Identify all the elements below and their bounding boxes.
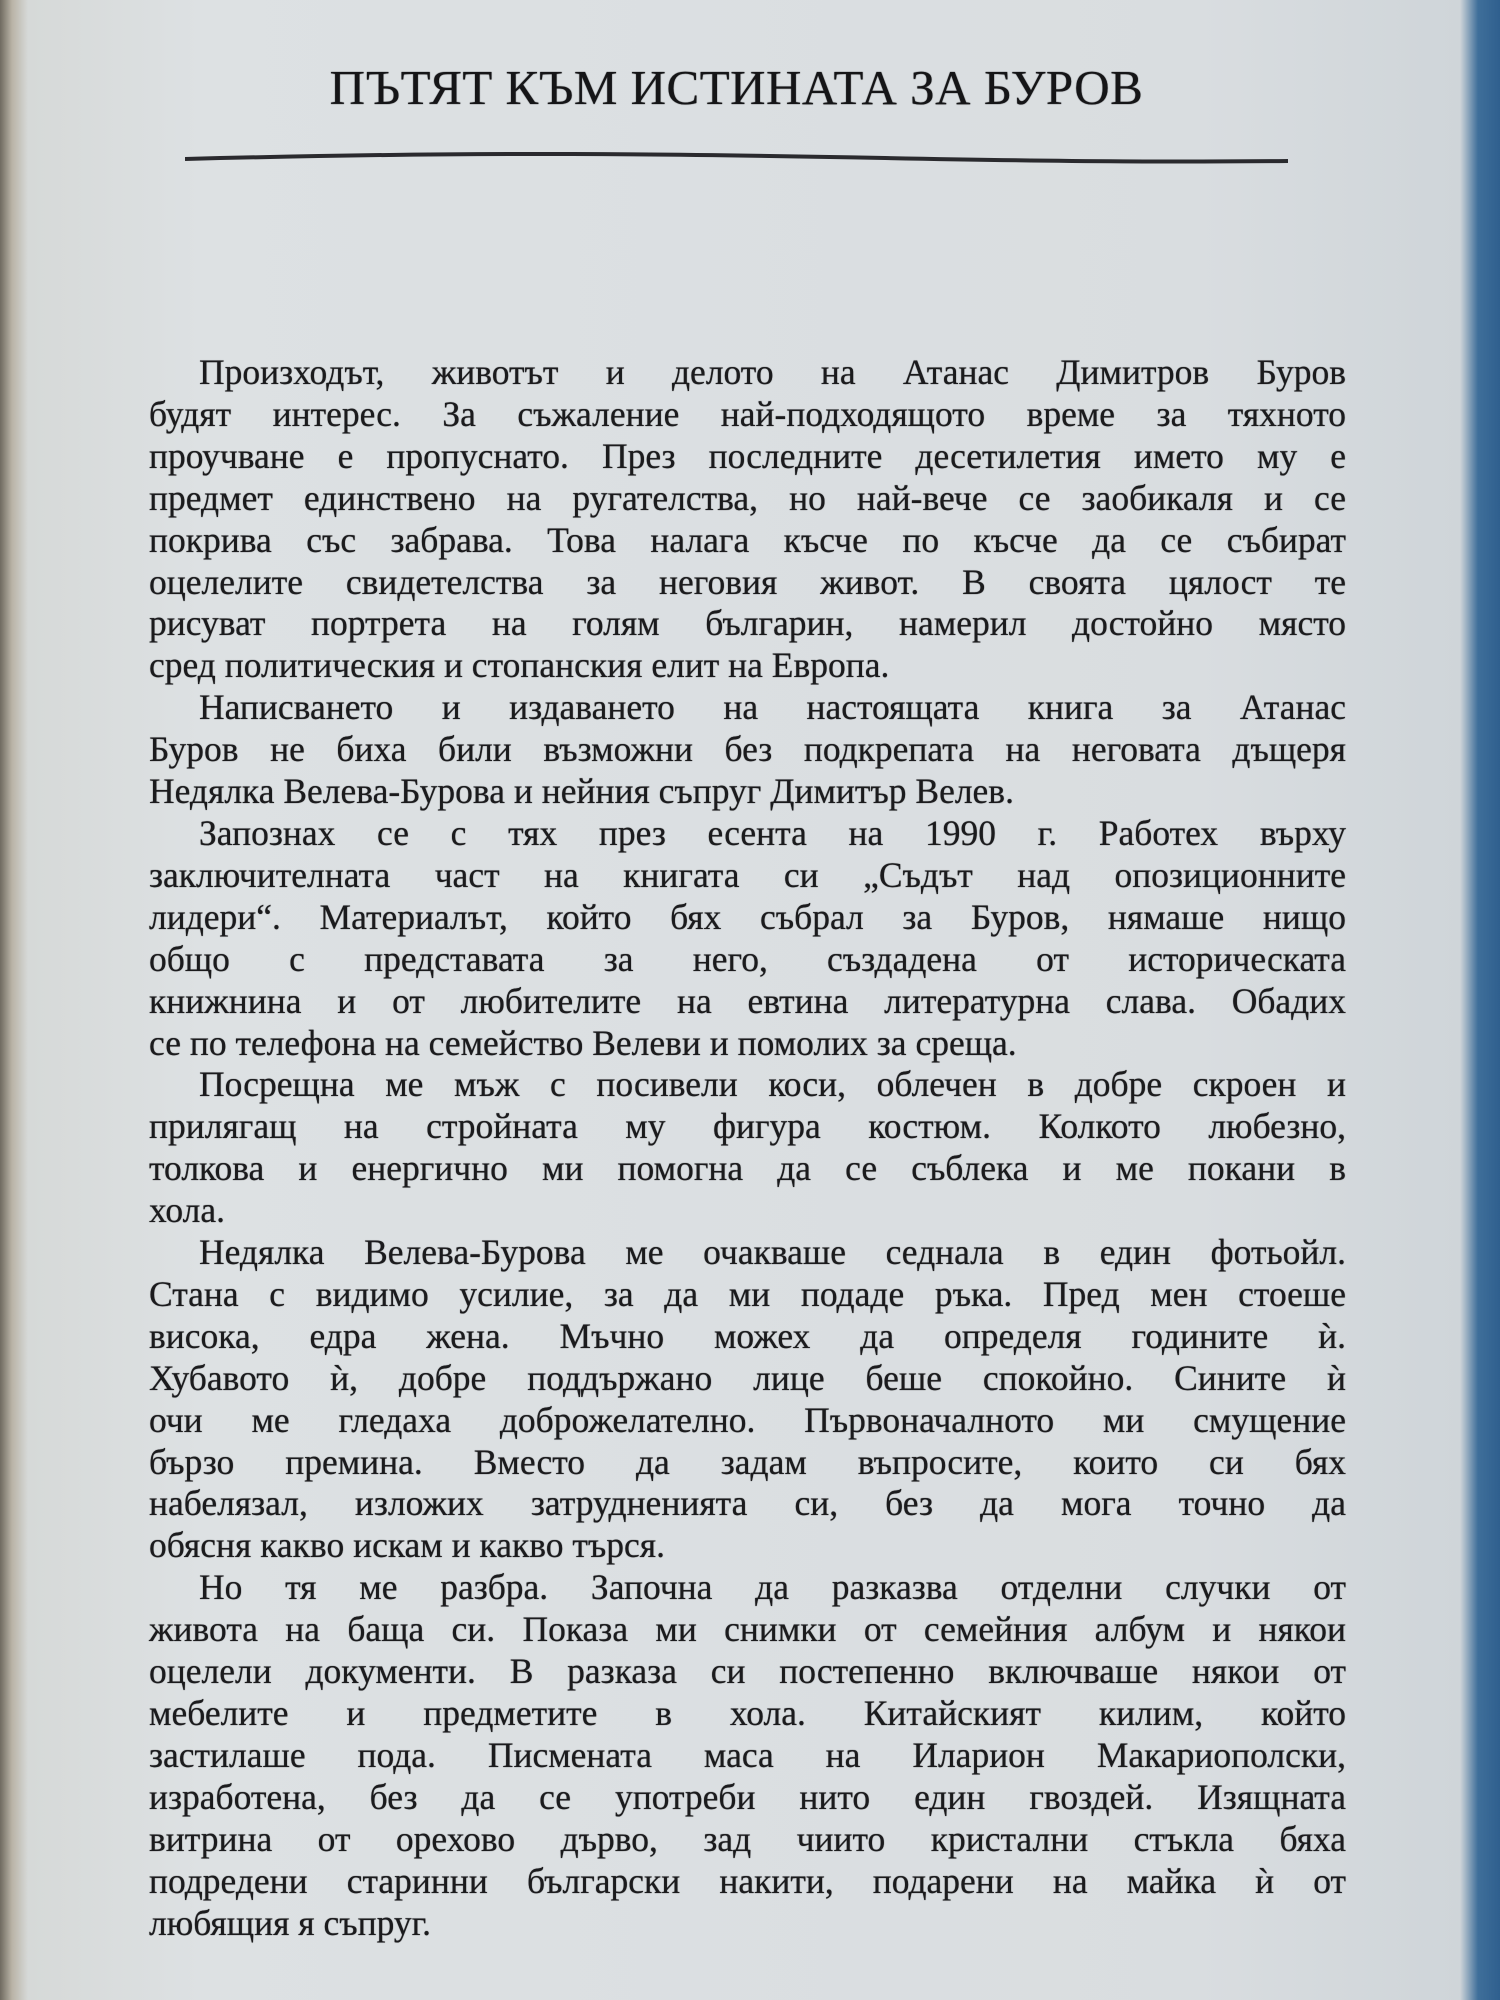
- text-line: заключителната част на книгата си „Съдът над опозиционните: [149, 854, 1346, 895]
- paragraph: [149, 352, 1346, 687]
- text-line: книжнина и от любителите на евтина литературна слава. Обадих: [149, 980, 1346, 1021]
- text-line: оцелели документи. В разказа си постепенно включваше някои от: [149, 1651, 1346, 1692]
- text-line: бързо премина. Вместо да задам въпросите, които си бях: [149, 1441, 1346, 1482]
- text-line: очи ме гледаха доброжелателно. Първоначалното ми смущение: [149, 1399, 1346, 1440]
- text-line: покрива със забрава. Това налага късче по късче да се събират: [149, 519, 1346, 560]
- text-line: набелязал, изложих затрудненията си, без да мога точно да: [149, 1483, 1346, 1524]
- title-rule-line: [185, 154, 1288, 162]
- text-line: застилаше пода. Писмената маса на Иларион Макариополски,: [149, 1734, 1346, 1775]
- text-line: Произходът, животът и делото на Атанас Димитров Буров: [199, 352, 1346, 392]
- text-line: сред политическия и стопанския елит на Европа.: [149, 645, 890, 686]
- text-line: Недялка Велева-Бурова ме очакваше седнала в един фотьойл.: [199, 1232, 1346, 1273]
- chapter-title: ПЪТЯТ КЪМ ИСТИНАТА ЗА БУРОВ: [329, 60, 1144, 115]
- text-line: оцелелите свидетелства за неговия живот. В своята цялост те: [149, 561, 1346, 602]
- text-line: обясня какво искам и какво търся.: [149, 1525, 665, 1566]
- text-line: подредени старинни български накити, подарени на майка ѝ от: [149, 1860, 1346, 1901]
- paragraph: [149, 813, 1346, 1064]
- text-line: Хубавото ѝ, добре поддържано лице беше спокойно. Сините ѝ: [149, 1357, 1346, 1398]
- text-line: Стана с видимо усилие, за да ми подаде ръка. Пред мен стоеше: [149, 1273, 1346, 1314]
- paragraph: [149, 1232, 1346, 1567]
- text-line: проучване е пропуснато. През последните десетилетия името му е: [149, 435, 1346, 476]
- text-line: живота на баща си. Показа ми снимки от семейния албум и някои: [149, 1609, 1346, 1650]
- paragraph: [149, 687, 1346, 813]
- text-line: предмет единствено на ругателства, но най-вече се заобикаля и се: [149, 477, 1346, 518]
- text-line: хола.: [149, 1190, 226, 1231]
- chapter-body: [149, 352, 1346, 1944]
- text-line: любящия я съпруг.: [149, 1902, 432, 1943]
- text-line: мебелите и предметите в хола. Китайският килим, който: [149, 1693, 1346, 1733]
- text-line: изработена, без да се употреби нито един гвоздей. Изящната: [149, 1776, 1346, 1817]
- text-line: будят интерес. За съжаление най-подходящото време за тяхното: [149, 393, 1346, 434]
- text-line: Недялка Велева-Бурова и нейния съпруг Димитър Велев.: [149, 771, 1014, 812]
- text-line: рисуват портрета на голям българин, намерил достойно място: [149, 603, 1346, 644]
- text-line: Буров не биха били възможни без подкрепата на неговата дъщеря: [149, 729, 1346, 770]
- text-line: общо с представата за него, създадена от историческата: [149, 938, 1346, 979]
- text-line: толкова и енергично ми помогна да се съблека и ме покани в: [149, 1148, 1346, 1189]
- title-rule: [185, 150, 1288, 164]
- text-line: прилягащ на стройната му фигура костюм. Колкото любезно,: [149, 1106, 1346, 1147]
- text-line: лидери“. Материалът, който бях събрал за Буров, нямаше нищо: [149, 896, 1346, 937]
- text-line: Посрещна ме мъж с посивели коси, облечен в добре скроен и: [199, 1064, 1346, 1105]
- paragraph: [149, 1567, 1346, 1944]
- text-line: Запознах се с тях през есента на 1990 г. Работех върху: [199, 812, 1346, 853]
- text-line: витрина от орехово дърво, зад чиито кристални стъкла бяха: [149, 1818, 1346, 1859]
- text-line: се по телефона на семейство Велеви и помолих за среща.: [149, 1022, 1017, 1063]
- text-line: Написването и издаването на настоящата книга за Атанас: [199, 687, 1346, 728]
- text-line: висока, едра жена. Мъчно можех да определя годините ѝ.: [149, 1315, 1346, 1356]
- paragraph: [149, 1064, 1346, 1232]
- text-line: Но тя ме разбра. Започна да разказва отделни случки от: [199, 1567, 1346, 1608]
